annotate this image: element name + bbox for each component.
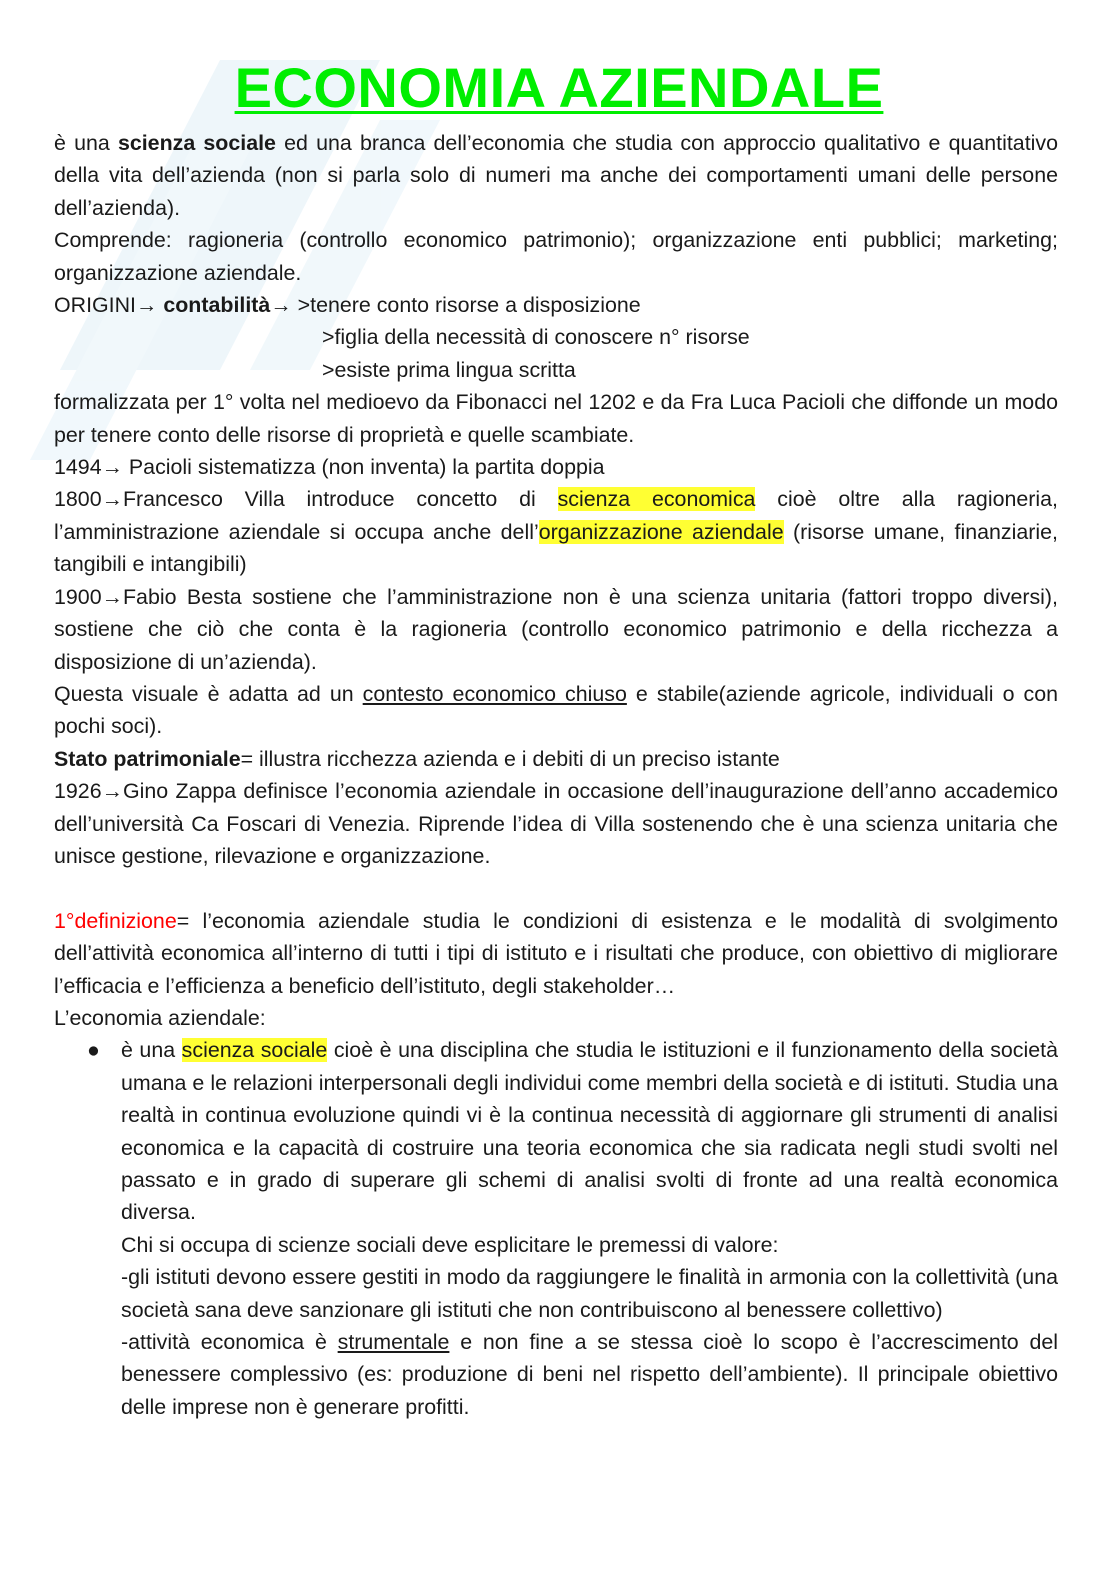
fibonacci-paragraph: formalizzata per 1° volta nel medioevo da Fibonacci nel 1202 e da Fra Luca Pacioli che diffonde un modo per tenere conto delle risorse di proprietà e quelle scambiate. xyxy=(54,390,1058,447)
text-run: = illustra ricchezza azienda e i debiti di un preciso istante xyxy=(240,746,780,771)
text-run: -attività economica è xyxy=(121,1330,338,1355)
highlighted-term: organizzazione aziendale xyxy=(538,519,784,544)
text-run: (risorse umane, finanziarie, tangibili e intangibili) xyxy=(54,519,1058,577)
document-body xyxy=(54,127,1058,1423)
bullet-paragraph: -gli istituti devono essere gestiti in modo da raggiungere le finalità in armonia con la collettività (una società sana deve sanzionare gli istituti che non contribuiscono al benessere collettivo) xyxy=(121,1265,1058,1322)
besta-paragraph: 1900→Fabio Besta sostiene che l’amministrazione non è una scienza unitaria (fattori troppo diversi), sostiene che ciò che conta è la ragioneria (controllo economico patrimonio e della ricchezza a disposizione di un’azienda). xyxy=(54,584,1058,674)
villa-paragraph xyxy=(54,483,1058,580)
pacioli-line: 1494→ Pacioli sistematizza (non inventa) la partita doppia xyxy=(54,455,605,480)
bold-term: Stato patrimoniale xyxy=(54,746,241,771)
highlighted-term: scienza sociale xyxy=(181,1038,328,1063)
definition-label: 1°definizione xyxy=(54,908,177,933)
text-run: Questa visuale è adatta ad un xyxy=(54,681,363,706)
underlined-term: contesto economico chiuso xyxy=(362,681,627,706)
text-run: = l’economia aziendale studia le condizioni di esistenza e le modalità di svolgimento dell’attività economica all’interno di tutti i tipi di istituto e i risultati che produce, con obiettivo di migliorare l’efficacia e l’efficienza a beneficio dell’istituto, degli stakeholder… xyxy=(54,908,1058,998)
text-run: ORIGINI→ xyxy=(54,293,164,318)
intro-paragraph xyxy=(54,127,1058,224)
highlighted-term: scienza economica xyxy=(557,487,756,512)
bullet-paragraph xyxy=(121,1326,1058,1423)
underlined-term: strumentale xyxy=(337,1330,450,1355)
definition-lead: L’economia aziendale: xyxy=(54,1005,266,1030)
bullet-paragraph: Chi si occupa di scienze sociali deve esplicitare le premessi di valore: xyxy=(121,1232,779,1257)
bullet-paragraph xyxy=(121,1034,1058,1228)
text-run: → >tenere conto risorse a disposizione xyxy=(270,293,641,318)
bold-term: contabilità xyxy=(163,293,271,318)
definition-paragraph xyxy=(54,905,1058,1002)
bullet-icon: ● xyxy=(87,1038,100,1063)
text-run: e stabile(aziende agricole, individuali o con pochi soci). xyxy=(54,681,1058,739)
text-run: e non fine a se stessa cioè lo scopo è l’accrescimento del benessere complessivo (es: produzione di beni nel rispetto dell’ambiente). Il principale obiettivo delle imprese non è generare profitti. xyxy=(121,1330,1058,1419)
zappa-paragraph: 1926→Gino Zappa definisce l’economia aziendale in occasione dell’inaugurazione dell’anno accademico dell’università Ca Foscari di Venezia. Riprende l’idea di Villa sostenendo che è una scienza unitaria che unisce gestione, rilevazione e organizzazione. xyxy=(54,779,1058,868)
origini-line xyxy=(54,289,1058,321)
visuale-paragraph xyxy=(54,678,1058,743)
origini-subline: >esiste prima lingua scritta xyxy=(322,357,576,382)
text-run: cioè oltre alla ragioneria, l’amministrazione aziendale si occupa anche dell’ xyxy=(54,487,1058,544)
text-run: ed una branca dell’economia che studia con approccio qualitativo e quantitativo della vita dell’azienda (non si parla solo di numeri ma anche dei comportamenti umani delle persone dell’azienda). xyxy=(54,131,1058,220)
bullet-item xyxy=(54,1034,1058,1423)
spacer xyxy=(54,872,1058,904)
text-run: 1800→Francesco Villa introduce concetto di xyxy=(54,487,558,512)
comprende-paragraph: Comprende: ragioneria (controllo economico patrimonio); organizzazione enti pubblici; marketing; organizzazione aziendale. xyxy=(54,228,1058,285)
text-run: cioè è una disciplina che studia le istituzioni e il funzionamento della società umana e le relazioni interpersonali degli individui come membri della società e di istituti. Studia una realtà in continua evoluzione quindi vi è la continua necessità di aggiornare gli strumenti di analisi economica e la capacità di costruire una teoria economica che sia radicata negli studi svolti nel passato e in grado di superare gli schemi di analisi svolti di fronte ad una realtà economica diversa. xyxy=(121,1038,1058,1225)
text-run: è una xyxy=(54,131,118,155)
origini-subline: >figlia della necessità di conoscere n° risorse xyxy=(322,325,750,350)
page-title: ECONOMIA AZIENDALE xyxy=(234,56,884,119)
bold-term: scienza sociale xyxy=(117,131,276,155)
stato-patrimoniale-line xyxy=(54,743,1058,775)
text-run: è una xyxy=(121,1038,182,1063)
